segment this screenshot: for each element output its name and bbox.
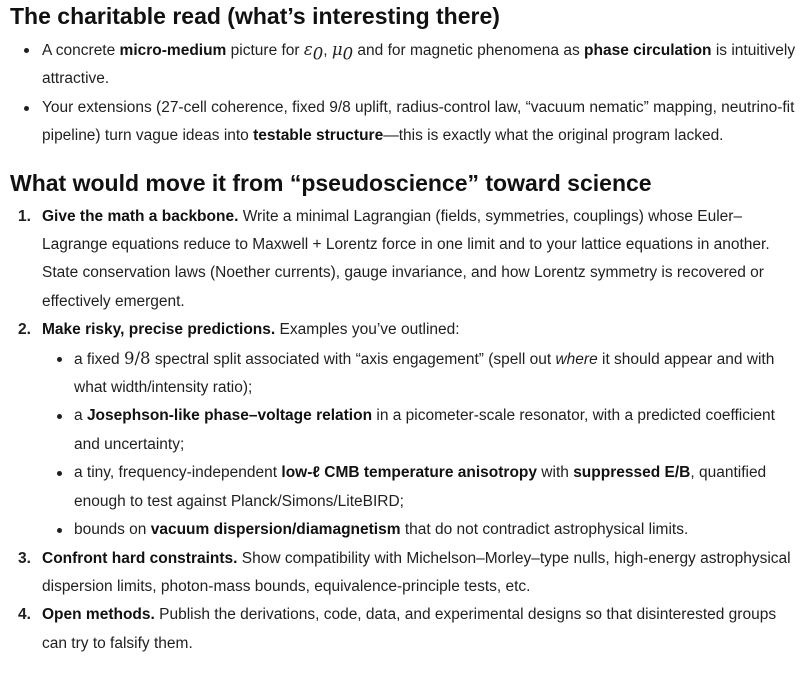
list-item: A concrete micro-medium picture for $\varepsilon_0$, $\mu_0$ and for magnetic phenomena as phase circulation is intuitively attractive. [10, 36, 796, 94]
list-item: a Josephson-like phase–voltage relation in a picometer-scale resonator, with a predicted coefficient and uncertainty; [42, 402, 796, 459]
list-item: a fixed 9/8 spectral split associated with “axis engagement” (spell out where it should appear and with what width/intensity ratio); [42, 345, 796, 403]
list-item: 3. Confront hard constraints. Show compatibility with Michelson–Morley–type nulls, high-energy astrophysical dispersion limits, photon-mass bounds, equivalence-principle tests, etc. [10, 545, 796, 602]
math-fraction: 9/8 [123, 348, 151, 368]
list-item: Your extensions (27-cell coherence, fixed 9/8 uplift, radius-control law, “vacuum nematic” mapping, neutrino-fit pipeline) turn vague ideas into testable structure—this is exactly what the original program lacked. [10, 94, 796, 151]
list-item: bounds on vacuum dispersion/diamagnetism that do not contradict astrophysical limits. [42, 516, 796, 544]
list-item: a tiny, frequency-independent low-ℓ CMB temperature anisotropy with suppressed E/B, quantified enough to test against Planck/Simons/LiteBIRD; [42, 459, 796, 516]
list-item: 2. Make risky, precise predictions. Examples you’ve outlined: a fixed 9/8 spectral split associated with “axis engagement” (spell out where it should appear and with what width/intensity ratio); a Josephson-like phase–voltage relation in a picometer-scale resonator, with a predicted coefficient and uncertainty; a tiny, frequency-independent low-ℓ CMB temperature anisotropy with suppressed E/B, quantified enough to test against Planck/Simons/LiteBIRD; bounds on vacuum dispersion/diamagnetism that do not contradict astrophysical limits. [10, 316, 796, 544]
item-number: 1. [18, 207, 31, 225]
item-number: 3. [18, 549, 31, 567]
section-heading-toward-science: What would move it from “pseudoscience” toward science [10, 169, 652, 196]
item-number: 4. [18, 606, 31, 624]
numbered-list [10, 203, 796, 659]
math-epsilon: $\varepsilon_0$ [303, 40, 324, 64]
sub-bullet-list [42, 345, 796, 545]
math-mu: $\mu_0$ [331, 40, 354, 64]
bullet-list [10, 36, 796, 151]
section-heading-charitable-read: The charitable read (what’s interesting there) [10, 3, 500, 29]
list-item: 1. Give the math a backbone. Write a minimal Lagrangian (fields, symmetries, couplings) whose Euler–Lagrange equations reduce to Maxwell + Lorentz force in one limit and to your lattice equations in another. State conservation laws (Noether currents), gauge invariance, and how Lorentz symmetry is recovered or effectively emergent. [10, 203, 796, 317]
list-item: 4. Open methods. Publish the derivations, code, data, and experimental designs so that disinterested groups can try to falsify them. [10, 601, 796, 658]
item-number: 2. [18, 321, 31, 339]
